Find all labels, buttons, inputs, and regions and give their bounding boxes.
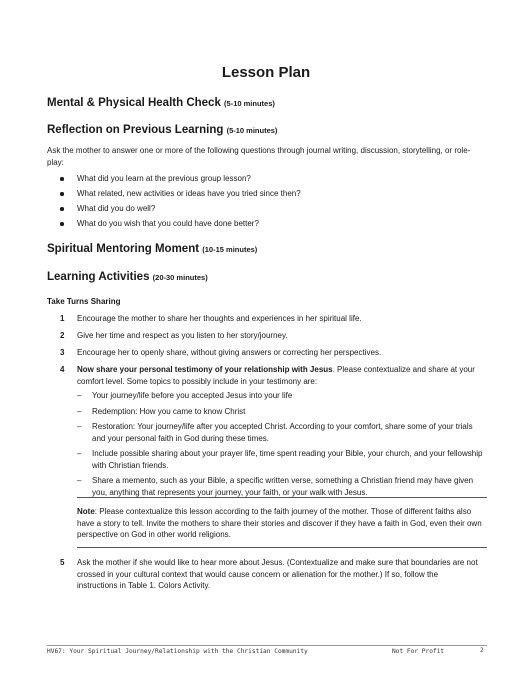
step-number: 2 — [60, 331, 65, 340]
step-item — [60, 313, 480, 325]
step-item — [60, 347, 480, 359]
step-text: Encourage her to openly share, without giving answers or correcting her perspectives. — [77, 348, 382, 357]
step-item — [60, 330, 480, 342]
step-item — [60, 557, 480, 592]
reflection-question-list — [60, 173, 301, 233]
testimony-topic-list — [77, 390, 487, 502]
topic-text: Restoration: Your journey/life after you accepted Christ. According to your comfort, share some of your trials and your personal faith in God during these times. — [92, 422, 473, 443]
step-number: 1 — [60, 314, 65, 323]
page-footer — [47, 645, 487, 656]
step-text: Give her time and respect as you listen to her story/journey. — [77, 331, 288, 340]
section-duration: (20-30 minutes) — [152, 273, 208, 282]
step-text: Ask the mother if she would like to hear more about Jesus. (Contextualize and make sure that boundaries are not crossed in your cultural context that would cause concern or alienation for the mother.) If so, follow the instructions in Table 1. Colors Activity. — [77, 558, 478, 590]
reflection-intro: Ask the mother to answer one or more of the following questions through journal writing, discussion, storytelling, or role-play: — [47, 146, 471, 167]
section-heading-text: Spiritual Mentoring Moment — [47, 243, 200, 255]
section-duration: (10-15 minutes) — [202, 245, 258, 254]
page-number: 2 — [480, 647, 484, 654]
subheading-take-turns: Take Turns Sharing — [47, 297, 121, 306]
section-learning-heading — [47, 271, 208, 283]
page-title: Lesson Plan — [221, 64, 311, 81]
footer-notice: Not For Profit — [392, 648, 445, 655]
note-box — [77, 497, 487, 548]
section-duration: (5-10 minutes) — [224, 99, 275, 108]
step-number: 4 — [60, 365, 65, 374]
topic-text: Your journey/life before you accepted Jesus into your life — [92, 391, 293, 400]
step-number: 3 — [60, 348, 65, 357]
step-text — [77, 364, 480, 387]
section-reflection-heading — [47, 124, 277, 136]
list-item: – Your journey/life before you accepted Jesus into your life — [77, 391, 293, 400]
step-text-rest: . Please contextualize and share at your comfort level. Some topics to possibly include in your testimony are: — [77, 365, 475, 386]
section-heading-text: Reflection on Previous Learning — [47, 124, 224, 136]
note-label: Note — [77, 507, 95, 516]
list-item: – Share a memento, such as your Bible, a specific written verse, something a Christian friend may have given you, anything that represents your journey, your faith, or your walk with Jesus. — [77, 476, 474, 497]
list-item: – Restoration: Your journey/life after you accepted Christ. According to your comfort, share some of your trials and your personal faith in God during these times. — [77, 422, 473, 443]
list-item: – Redemption: How you came to know Christ — [77, 406, 246, 416]
list-item: What did you do well? — [60, 203, 301, 218]
topic-text: Redemption: How you came to know Christ — [92, 406, 246, 416]
step-text: Encourage the mother to share her thoughts and experiences in her spiritual life. — [77, 314, 362, 323]
section-health-check-heading — [47, 97, 275, 109]
topic-text: Share a memento, such as your Bible, a specific written verse, something a Christian friend may have given you, anything that represents your journey, your faith, or your walk with Jesus. — [92, 476, 474, 497]
section-duration: (5-10 minutes) — [226, 126, 278, 135]
section-heading-text: Mental & Physical Health Check — [47, 97, 221, 109]
list-item: – Include possible sharing about your prayer life, time spent reading your Bible, your church, and your fellowship with Christian friends. — [77, 449, 483, 470]
list-item: What did you learn at the previous group lesson? — [60, 173, 301, 188]
section-mentoring-heading — [47, 243, 257, 255]
section-heading-text: Learning Activities — [47, 271, 150, 283]
step-number: 5 — [60, 558, 65, 567]
step-item — [60, 364, 480, 387]
footer-course-title: HV67: Your Spiritual Journey/Relationship with the Christian Community — [47, 648, 308, 655]
topic-text: Include possible sharing about your prayer life, time spent reading your Bible, your church, and your fellowship with Christian friends. — [92, 449, 483, 470]
note-text: : Please contextualize this lesson according to the faith journey of the mother. Those of different faiths also have a story to tell. Invite the mothers to share their stories and discover if they have a faith in God, even their own perspective on God in other world religions. — [77, 507, 482, 539]
list-item: What do you wish that you could have done better? — [60, 218, 301, 233]
list-item: What related, new activities or ideas have you tried since then? — [60, 188, 301, 203]
step-bold-text: Now share your personal testimony of your relationship with Jesus — [77, 365, 333, 374]
